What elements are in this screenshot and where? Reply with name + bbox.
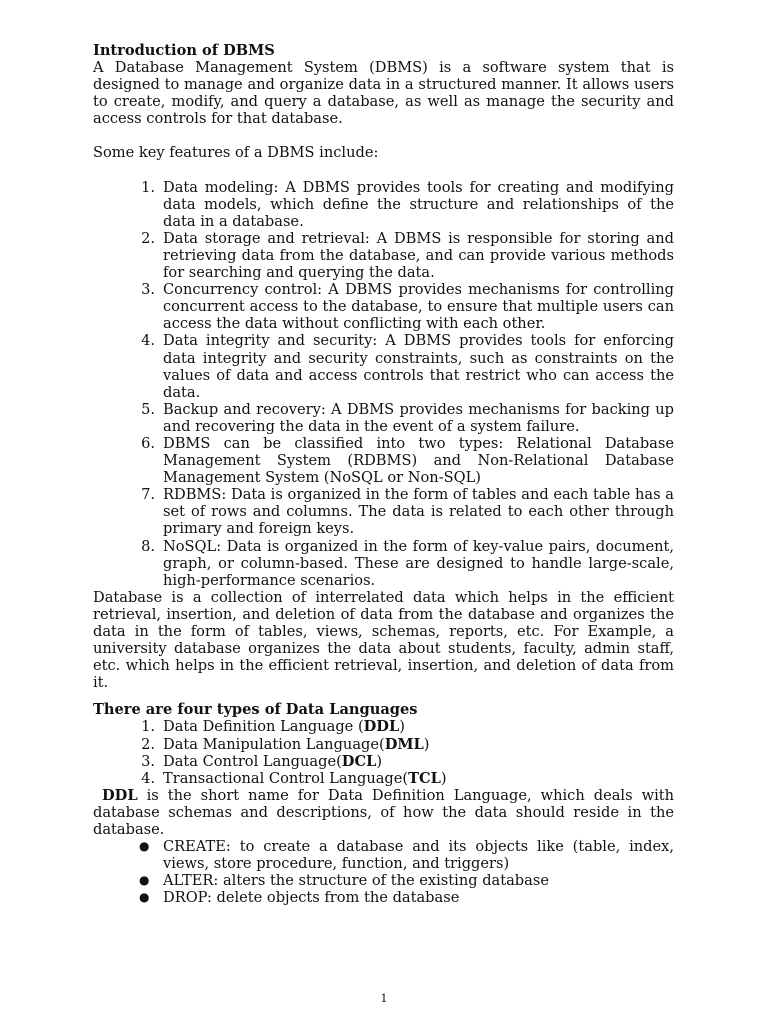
intro-paragraph: A Database Management System (DBMS) is a software system that is designed to manage and organize data in a structured manner. It allows users to create, modify, and query a database, as well as manage the security and access controls for that database. bbox=[93, 59, 674, 128]
list-item: 1. Data Definition Language (DDL) bbox=[141, 718, 405, 736]
features-lead: Some key features of a DBMS include: bbox=[93, 144, 379, 162]
list-item: 1. Data modeling: A DBMS provides tools for creating and modifying data models, which define the structure and relationships of the data in a database. bbox=[141, 178, 674, 230]
list-item: 2. Data storage and retrieval: A DBMS is responsible for storing and retrieving data from the database, and can provide various methods for searching and querying the data. bbox=[141, 229, 674, 282]
ddl-paragraph bbox=[93, 787, 674, 838]
features-list bbox=[93, 179, 674, 589]
list-item: ● DROP: delete objects from the database bbox=[139, 889, 460, 907]
list-item: 3. Concurrency control: A DBMS provides mechanisms for controlling concurrent access to the database, to ensure that multiple users can access the data without conflicting with each other. bbox=[141, 281, 674, 333]
page-title: Introduction of DBMS bbox=[93, 42, 275, 59]
languages-heading: There are four types of Data Languages bbox=[93, 701, 418, 719]
list-item: 7. RDBMS: Data is organized in the form of tables and each table has a set of rows and columns. The data is related to each other through primary and foreign keys. bbox=[141, 486, 674, 538]
list-item: 5. Backup and recovery: A DBMS provides mechanisms for backing up and recovering the data in the event of a system failure. bbox=[141, 400, 674, 435]
list-item: ● ALTER: alters the structure of the existing database bbox=[139, 872, 549, 890]
ddl-commands-list bbox=[93, 838, 674, 906]
document-page bbox=[93, 42, 674, 907]
page-number: 1 bbox=[380, 992, 388, 1005]
list-item: 2. Data Manipulation Language(DML) bbox=[141, 735, 430, 753]
list-item: 6. DBMS can be classified into two types: Relational Database Management System (RDBMS) and Non-Relational Database Management System (NoSQL or Non-SQL) bbox=[141, 434, 674, 487]
bullet-icon: ● bbox=[139, 839, 150, 854]
list-item: 4. Data integrity and security: A DBMS provides tools for enforcing data integrity and security constraints, such as constraints on the values of data and access controls that restrict who can access the data. bbox=[141, 332, 674, 401]
bullet-icon: ● bbox=[139, 873, 150, 888]
bullet-icon: ● bbox=[139, 890, 150, 905]
ddl-abbr: DDL bbox=[102, 786, 138, 804]
list-item: 4. Transactional Control Language(TCL) bbox=[141, 769, 447, 787]
list-item: ● CREATE: to create a database and its objects like (table, index, views, store procedure, function, and triggers) bbox=[139, 838, 674, 873]
database-paragraph: Database is a collection of interrelated data which helps in the efficient retrieval, insertion, and deletion of data from the database and organizes the data in the form of tables, views, schemas, reports, etc. For Example, a university database organizes the data about students, faculty, admin staff, etc. which helps in the efficient retrieval, insertion, and deletion of data from it. bbox=[93, 588, 674, 692]
list-item: 3. Data Control Language(DCL) bbox=[141, 752, 383, 770]
ddl-description: is the short name for Data Definition Language, which deals with database schemas and descriptions, of how the data should reside in the database. bbox=[93, 786, 675, 839]
languages-list bbox=[93, 718, 674, 786]
list-item: 8. NoSQL: Data is organized in the form of key-value pairs, document, graph, or column-based. These are designed to handle large-scale, high-performance scenarios. bbox=[141, 537, 674, 589]
